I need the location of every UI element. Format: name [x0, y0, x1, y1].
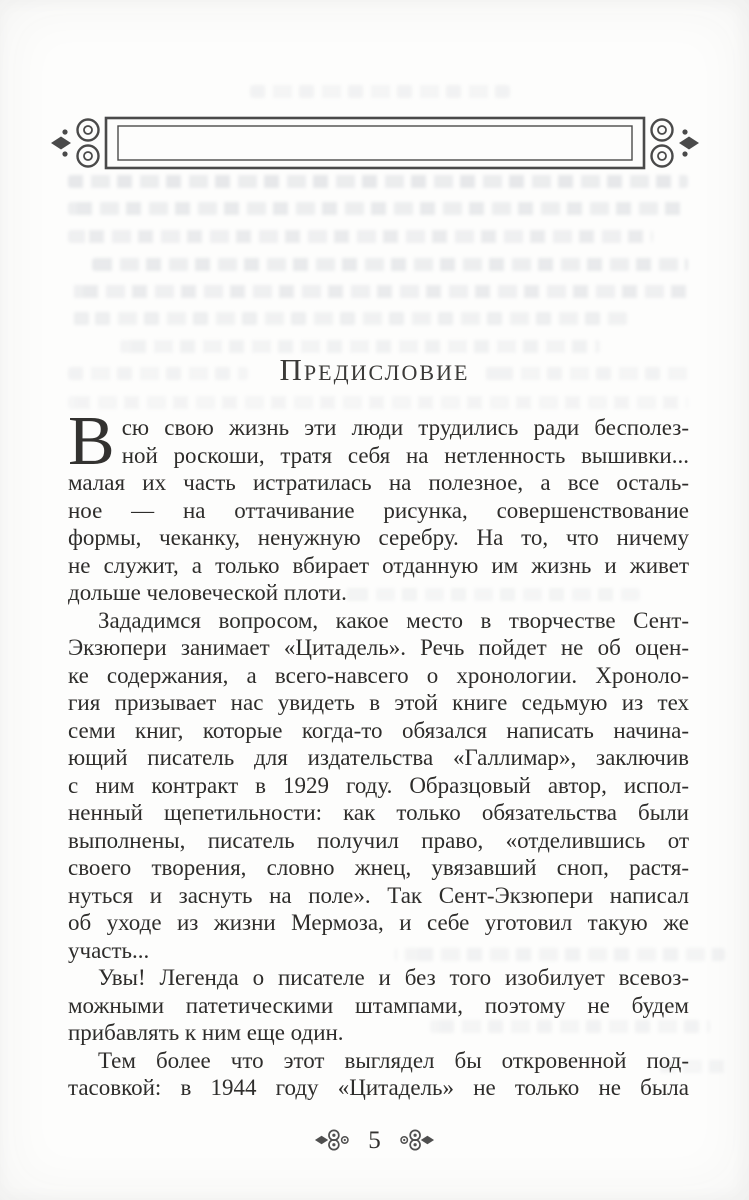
chapter-heading: Предисловие [279, 352, 470, 387]
bleedthrough-ghost [68, 230, 653, 243]
text-line: своего творения, словно жнец, увязавший сноп, растя- [68, 855, 689, 880]
text-line: ющий писатель для издательства «Галлимар», заключив [68, 745, 689, 770]
text-line: гия призывает нас увидеть в этой книге седьмую из тех [68, 690, 689, 715]
text-line: Экзюпери занимает «Цитадель». Речь пойдет не об оцен- [68, 635, 689, 660]
fleuron-left-icon [314, 1128, 350, 1152]
text-line: об уходе из жизни Мермоза, и себе уготовил такую же [68, 910, 689, 935]
text-line: семи книг, которые когда-то обязался написать начина- [68, 717, 689, 743]
paragraph [68, 607, 689, 965]
text-line: с ним контракт в 1929 году. Образцовый автор, испол- [68, 772, 689, 798]
text-line: дольше человеческой плоти. [68, 580, 347, 605]
text-line: малая их часть истратилась на полезное, а все осталь- [68, 470, 689, 495]
bleedthrough-ghost [68, 285, 688, 298]
bleedthrough-ghost [68, 312, 628, 325]
header-ornament-icon [48, 115, 702, 171]
text-line: нуться и заснуть на поле». Так Сент-Экзюпери написал [68, 882, 689, 908]
drop-cap: В [68, 403, 115, 480]
text-line: ке содержания, а всего-навсего о хронологии. Хроноло- [68, 662, 689, 688]
text-line: выполнены, писатель получил право, «отделившись от [68, 827, 689, 853]
bleedthrough-ghost [68, 396, 688, 409]
text-line: ной роскоши, тратя себя на нетленность вышивки... [121, 442, 689, 468]
text-line: Тем более что этот выглядел бы откровенной под- [98, 1047, 689, 1073]
fleuron-right-icon [399, 1128, 435, 1152]
text-line: прибавлять к ним еще один. [68, 1020, 344, 1045]
text-line: формы, чеканку, ненужную серебру. На то, что ничему [68, 525, 689, 550]
paragraph [68, 1047, 689, 1102]
paragraph [68, 403, 689, 607]
page-footer [0, 1126, 749, 1153]
page-number: 5 [368, 1127, 381, 1154]
text-line: сю свою жизнь эти люди трудились ради бесполез- [121, 415, 689, 440]
text-line: не служит, а только вбирает отданную им жизнь и живет [68, 552, 689, 578]
text-line: участь... [68, 937, 150, 963]
text-line: можными патетическими штампами, поэтому не будем [68, 992, 689, 1018]
text-line: Увы! Легенда о писателе и без того изобилует всевоз- [98, 965, 689, 990]
text-line: ное — на оттачивание рисунка, совершенствование [68, 497, 689, 523]
text-line: ненный щепетильности: как только обязательства были [68, 800, 689, 825]
bleedthrough-ghost [68, 202, 688, 215]
text-line: Зададимся вопросом, какое место в творчестве Сент- [98, 607, 689, 633]
paragraph [68, 964, 689, 1047]
body-text [68, 403, 689, 1102]
text-line: тасовкой: в 1944 году «Цитадель» не только не была [68, 1075, 689, 1100]
bleedthrough-ghost [68, 175, 688, 188]
bleedthrough-ghost [92, 258, 688, 271]
bleedthrough-ghost [250, 85, 510, 98]
